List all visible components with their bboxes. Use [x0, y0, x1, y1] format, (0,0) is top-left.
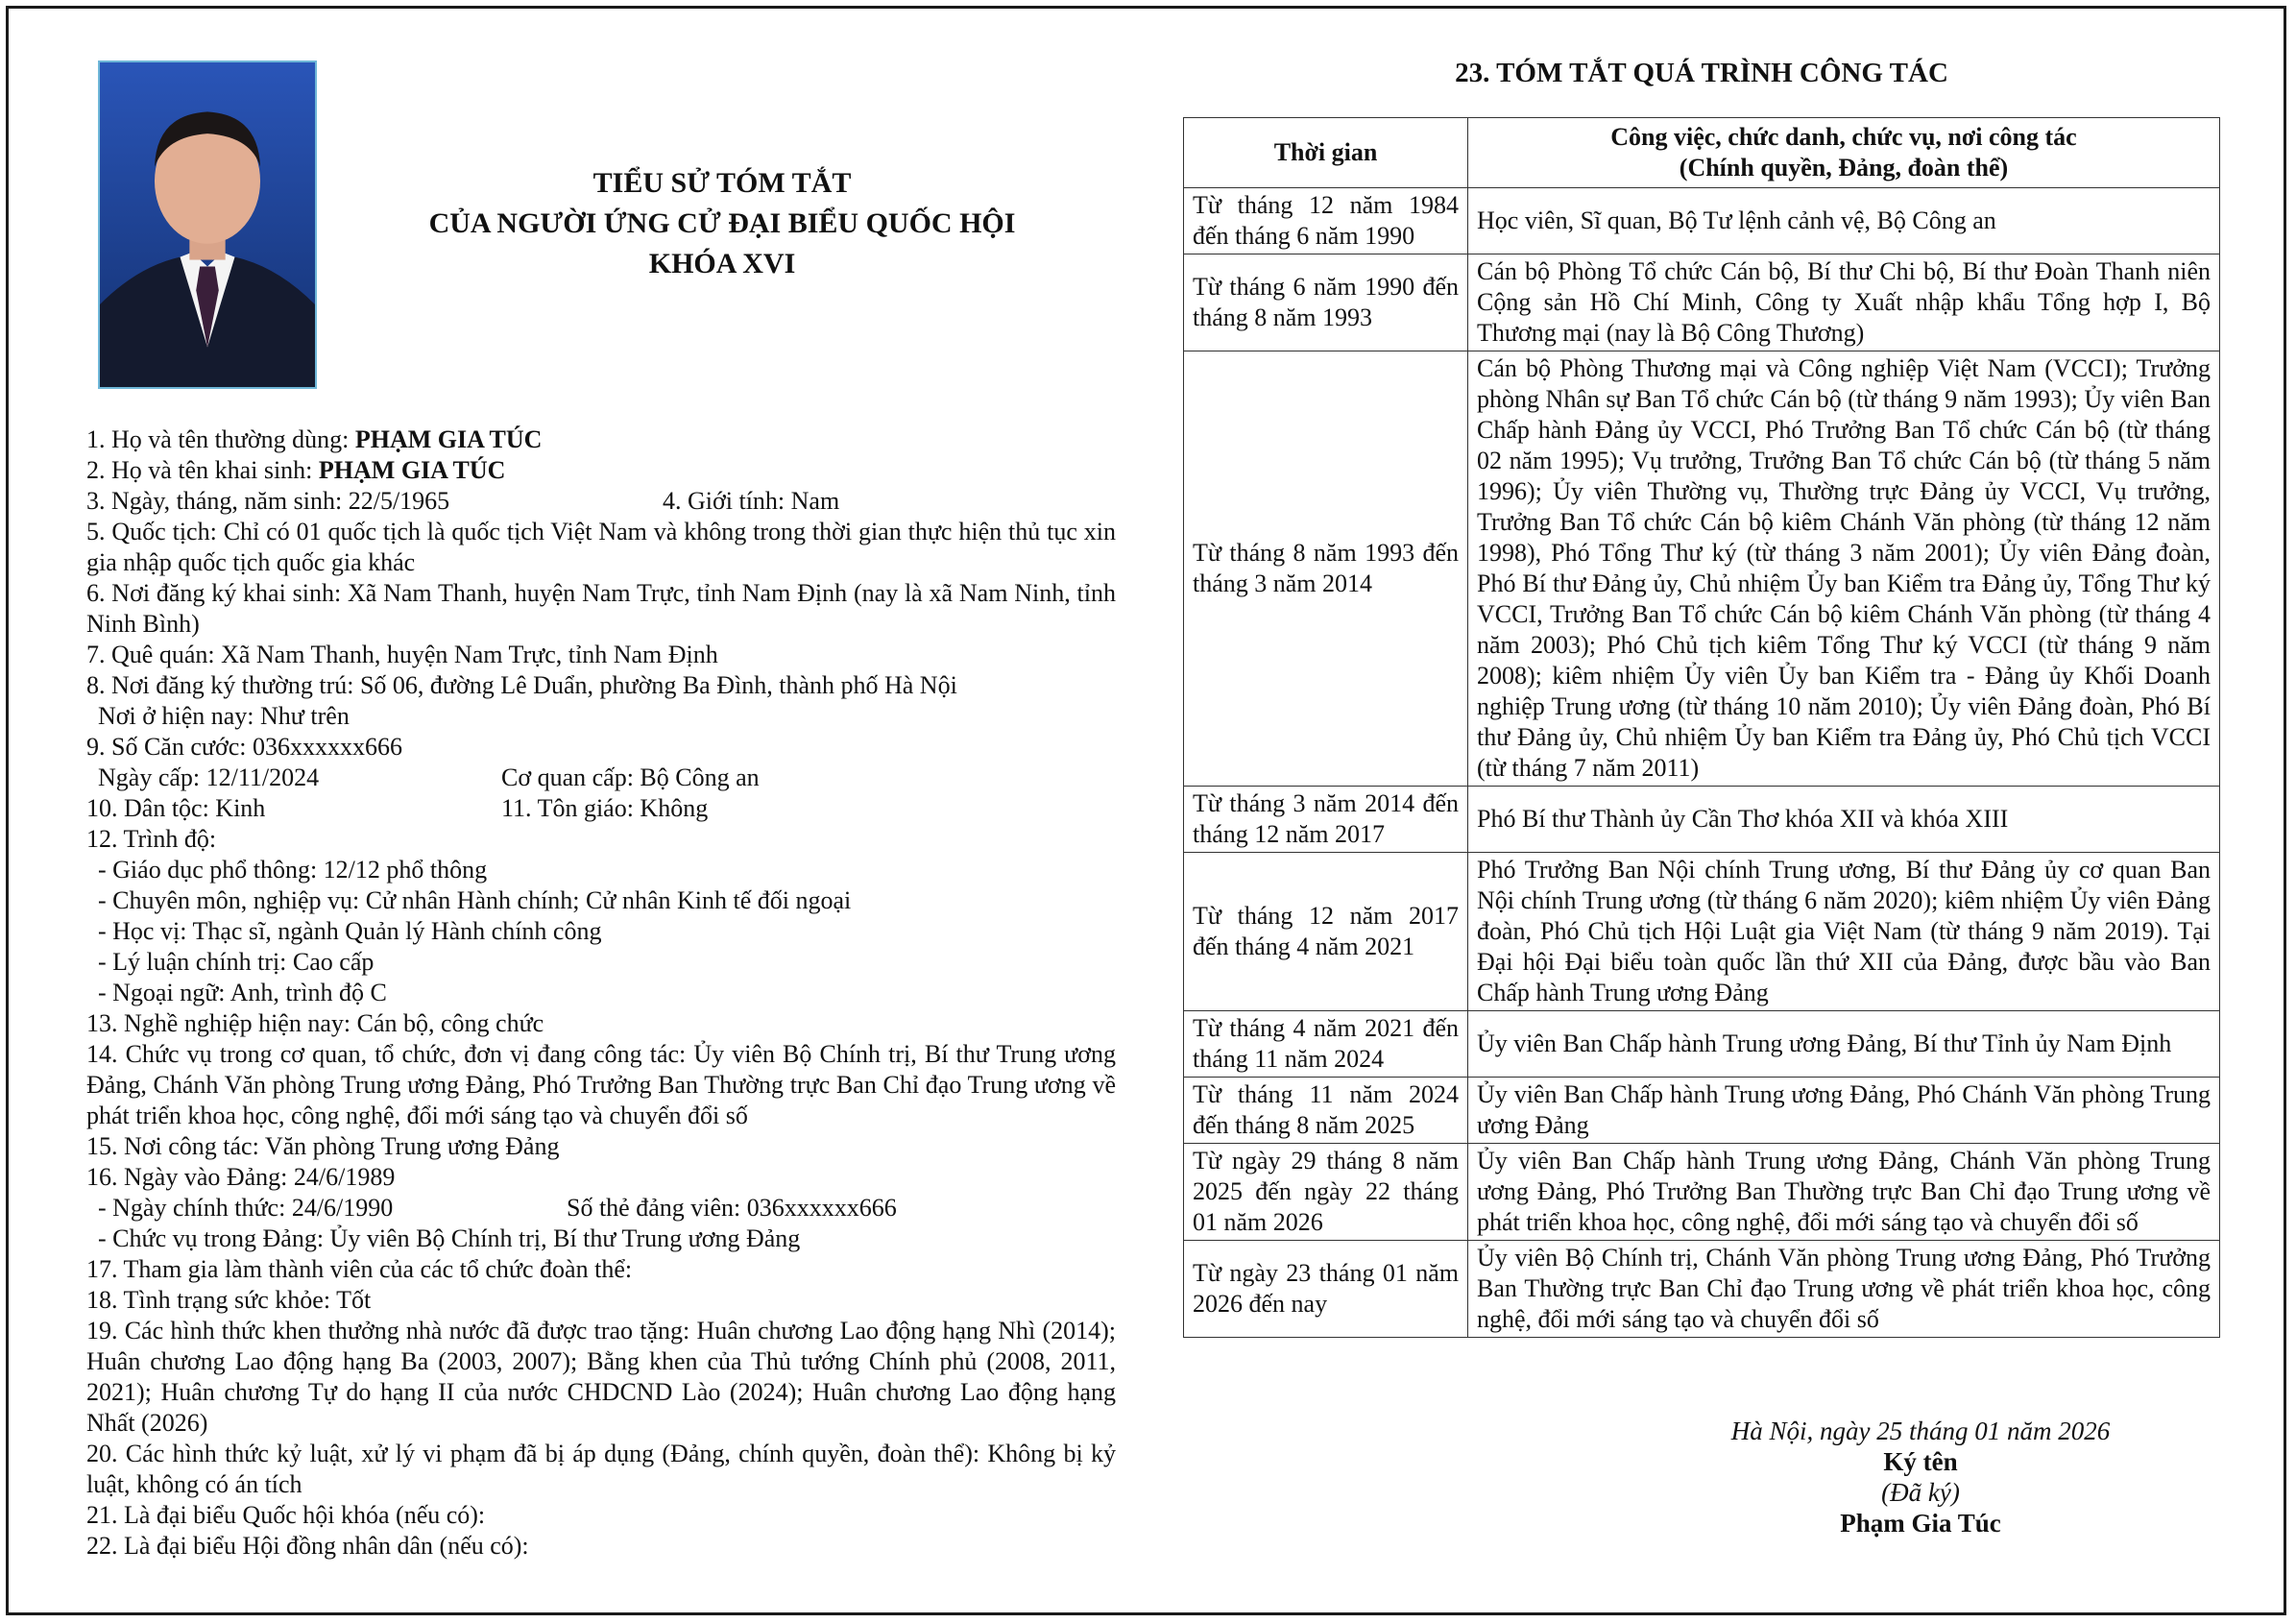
row-time: Từ tháng 12 năm 2017 đến tháng 4 năm 2021 [1184, 853, 1468, 1011]
heading-line-3: KHÓA XVI [648, 248, 796, 279]
bio-ethnicity-religion [86, 793, 1116, 824]
bio-religion: 11. Tôn giáo: Không [501, 794, 709, 822]
bio-current-residence: Nơi ở hiện nay: Như trên [98, 702, 350, 730]
work-history-title: 23. TÓM TẮT QUÁ TRÌNH CÔNG TÁC [1455, 58, 1948, 88]
row-job: Cán bộ Phòng Thương mại và Công nghiệp Việt Nam (VCCI); Trưởng phòng Nhân sự Ban Tổ chức Cán bộ (từ tháng 9 năm 1993); Ủy viên Ban Chấp hành Đảng ủy VCCI, Phó Trưởng Ban Tổ chức Cán bộ (từ tháng 02 năm 1995); Vụ trưởng, Trưởng Ban Tổ chức Cán bộ (từ tháng 5 năm 1996); Ủy viên Thường vụ, Thường trực Đảng ủy VCCI, Vụ trưởng, Trưởng Ban Tổ chức Cán bộ kiêm Chánh Văn phòng (từ tháng 12 năm 1998), Phó Tổng Thư ký (từ tháng 3 năm 2001); Ủy viên Đảng đoàn, Phó Bí thư Đảng ủy, Chủ nhiệm Ủy ban Kiểm tra Đảng ủy, Tổng Thư ký VCCI, Trưởng Ban Tổ chức Cán bộ kiêm Chánh Văn phòng (từ tháng 4 năm 2003); Phó Chủ tịch kiêm Tổng Thư ký VCCI (từ tháng 9 năm 2008); kiêm nhiệm Ủy viên Ủy ban Kiểm tra - Đảng ủy Khối Doanh nghiệp Trung ương (từ tháng 10 năm 2010); Ủy viên Đảng đoàn, Phó Bí thư Đảng ủy, Chủ nhiệm Ủy ban Kiểm tra Đảng ủy, Phó Chủ tịch VCCI (từ tháng 7 năm 2011) [1468, 351, 2220, 787]
row-time: Từ ngày 29 tháng 8 năm 2025 đến ngày 22 tháng 01 năm 2026 [1184, 1144, 1468, 1241]
row-job: Học viên, Sĩ quan, Bộ Tư lệnh cảnh vệ, Bộ Công an [1468, 188, 2220, 254]
row-time: Từ ngày 23 tháng 01 năm 2026 đến nay [1184, 1241, 1468, 1338]
bio-gender: 4. Giới tính: Nam [663, 487, 840, 515]
portrait-photo [98, 61, 317, 389]
bio-id-issue [86, 763, 1116, 793]
table-row [1184, 351, 2220, 787]
row-time: Từ tháng 6 năm 1990 đến tháng 8 năm 1993 [1184, 254, 1468, 351]
signature-place-date: Hà Nội, ngày 25 tháng 01 năm 2026 [1730, 1417, 2111, 1445]
row-job: Ủy viên Ban Chấp hành Trung ương Đảng, Phó Chánh Văn phòng Trung ương Đảng [1468, 1078, 2220, 1144]
bio-foreign-language: - Ngoại ngữ: Anh, trình độ C [98, 979, 387, 1006]
row-job: Ủy viên Ban Chấp hành Trung ương Đảng, Bí thư Tỉnh ủy Nam Định [1468, 1011, 2220, 1078]
signature-block [1632, 1416, 2209, 1538]
bio-general-education: - Giáo dục phổ thông: 12/12 phổ thông [98, 856, 488, 884]
work-history-table [1183, 117, 2220, 1338]
table-header-row [1184, 118, 2220, 188]
bio-party-position: - Chức vụ trong Đảng: Ủy viên Bộ Chính trị, Bí thư Trung ương Đảng [98, 1224, 801, 1252]
bio-council-deputy: 22. Là đại biểu Hội đồng nhân dân (nếu có): [86, 1532, 529, 1560]
bio-academic-degree: - Học vị: Thạc sĩ, ngành Quản lý Hành chính công [98, 917, 602, 945]
bio-hometown: 7. Quê quán: Xã Nam Thanh, huyện Nam Trực, tỉnh Nam Định [86, 641, 718, 668]
table-row [1184, 188, 2220, 254]
bio-common-name: 1. Họ và tên thường dùng: PHẠM GIA TÚC [86, 425, 543, 453]
row-job: Phó Trưởng Ban Nội chính Trung ương, Bí thư Đảng ủy cơ quan Ban Nội chính Trung ương (từ tháng 6 năm 2020); kiêm nhiệm Ủy viên Đảng đoàn, Phó Chủ tịch Hội Luật gia Việt Nam (từ tháng 9 năm 2019). Tại Đại hội Đại biểu toàn quốc lần thứ XII của Đảng, được bầu vào Ban Chấp hành Trung ương Đảng [1468, 853, 2220, 1011]
bio-id-number: 9. Số Căn cước: 036xxxxxx666 [86, 733, 402, 761]
bio-birthdate-gender [86, 486, 1116, 517]
table-row [1184, 1241, 2220, 1338]
bio-nationality: 5. Quốc tịch: Chỉ có 01 quốc tịch là quốc tịch Việt Nam và không trong thời gian thực hiện thủ tục xin gia nhập quốc tịch quốc gia khác [86, 518, 1116, 576]
row-time: Từ tháng 11 năm 2024 đến tháng 8 năm 2025 [1184, 1078, 1468, 1144]
bio-party-card-number: Số thẻ đảng viên: 036xxxxxx666 [567, 1194, 897, 1222]
bio-party-official-date: - Ngày chính thức: 24/6/1990 [98, 1194, 394, 1222]
heading-line-2: CỦA NGƯỜI ỨNG CỬ ĐẠI BIỂU QUỐC HỘI [428, 207, 1016, 239]
header-time: Thời gian [1184, 118, 1468, 188]
bio-birthdate: 3. Ngày, tháng, năm sinh: 22/5/1965 [86, 487, 450, 515]
row-time: Từ tháng 4 năm 2021 đến tháng 11 năm 2024 [1184, 1011, 1468, 1078]
bio-birth-registration: 6. Nơi đăng ký khai sinh: Xã Nam Thanh, huyện Nam Trực, tỉnh Nam Định (nay là xã Nam Ninh, tỉnh Ninh Bình) [86, 579, 1116, 638]
row-job: Phó Bí thư Thành ủy Cần Thơ khóa XII và khóa XIII [1468, 787, 2220, 853]
document-heading [338, 163, 1106, 284]
bio-birth-name: 2. Họ và tên khai sinh: PHẠM GIA TÚC [86, 456, 506, 484]
row-time: Từ tháng 8 năm 1993 đến tháng 3 năm 2014 [1184, 351, 1468, 787]
bio-current-position: 14. Chức vụ trong cơ quan, tổ chức, đơn vị đang công tác: Ủy viên Bộ Chính trị, Bí thư Trung ương Đảng, Chánh Văn phòng Trung ương Đảng, Phó Trưởng Ban Thường trực Ban Chỉ đạo Trung ương về phát triển khoa học, công nghệ, đổi mới sáng tạo và chuyển đổi số [86, 1040, 1116, 1129]
row-job: Ủy viên Bộ Chính trị, Chánh Văn phòng Trung ương Đảng, Phó Trưởng Ban Thường trực Ban Chỉ đạo Trung ương về phát triển khoa học, công nghệ, đổi mới sáng tạo và chuyển đổi số [1468, 1241, 2220, 1338]
bio-permanent-residence: 8. Nơi đăng ký thường trú: Số 06, đường Lê Duẩn, phường Ba Đình, thành phố Hà Nội [86, 671, 957, 699]
bio-ethnicity: 10. Dân tộc: Kinh [86, 794, 266, 822]
bio-awards: 19. Các hình thức khen thưởng nhà nước đã được trao tặng: Huân chương Lao động hạng Nhì (2014); Huân chương Lao động hạng Ba (2003, 2007); Bằng khen của Thủ tướng Chính phủ (2008, 2011, 2021); Huân chương Tự do hạng II của nước CHDCND Lào (2024); Huân chương Lao động hạng Nhất (2026) [86, 1317, 1116, 1437]
table-row [1184, 1011, 2220, 1078]
table-row [1184, 787, 2220, 853]
signature-note: (Đã ký) [1881, 1478, 1960, 1507]
table-row [1184, 254, 2220, 351]
bio-party-official [86, 1193, 1116, 1223]
header-job-line-1: Công việc, chức danh, chức vụ, nơi công tác [1610, 123, 2077, 151]
bio-party-join-date: 16. Ngày vào Đảng: 24/6/1989 [86, 1163, 396, 1191]
signature-name: Phạm Gia Túc [1840, 1509, 2001, 1538]
bio-id-issuer: Cơ quan cấp: Bộ Công an [501, 763, 760, 791]
table-row [1184, 853, 2220, 1011]
bio-organizations: 17. Tham gia làm thành viên của các tổ chức đoàn thể: [86, 1255, 633, 1283]
bio-id-issue-date: Ngày cấp: 12/11/2024 [98, 763, 320, 791]
biography-section [86, 424, 1116, 1562]
bio-discipline: 20. Các hình thức kỷ luật, xử lý vi phạm đã bị áp dụng (Đảng, chính quyền, đoàn thể): Không bị kỷ luật, không có án tích [86, 1440, 1116, 1498]
row-time: Từ tháng 12 năm 1984 đến tháng 6 năm 1990 [1184, 188, 1468, 254]
bio-occupation: 13. Nghề nghiệp hiện nay: Cán bộ, công chức [86, 1009, 544, 1037]
bio-professional-qualification: - Chuyên môn, nghiệp vụ: Cử nhân Hành chính; Cử nhân Kinh tế đối ngoại [98, 886, 852, 914]
bio-na-deputy: 21. Là đại biểu Quốc hội khóa (nếu có): [86, 1501, 486, 1529]
table-row [1184, 1144, 2220, 1241]
header-job-line-2: (Chính quyền, Đảng, đoàn thể) [1679, 154, 2009, 182]
table-row [1184, 1078, 2220, 1144]
bio-education-heading: 12. Trình độ: [86, 825, 217, 853]
candidate-name: PHẠM GIA TÚC [354, 425, 543, 453]
bio-workplace: 15. Nơi công tác: Văn phòng Trung ương Đảng [86, 1132, 560, 1160]
row-job: Cán bộ Phòng Tổ chức Cán bộ, Bí thư Chi bộ, Bí thư Đoàn Thanh niên Cộng sản Hồ Chí Minh, Công ty Xuất nhập khẩu Tổng hợp I, Bộ Thương mại (nay là Bộ Công Thương) [1468, 254, 2220, 351]
row-time: Từ tháng 3 năm 2014 đến tháng 12 năm 2017 [1184, 787, 1468, 853]
candidate-birth-name: PHẠM GIA TÚC [318, 456, 506, 484]
bio-health: 18. Tình trạng sức khỏe: Tốt [86, 1286, 372, 1314]
heading-line-1: TIỂU SỬ TÓM TẮT [592, 167, 852, 199]
header-job [1468, 118, 2220, 188]
row-job: Ủy viên Ban Chấp hành Trung ương Đảng, Chánh Văn phòng Trung ương Đảng, Phó Trưởng Ban Thường trực Ban Chỉ đạo Trung ương về phát triển khoa học, công nghệ, đổi mới sáng tạo và chuyển đổi số [1468, 1144, 2220, 1241]
signature-label: Ký tên [1883, 1447, 1958, 1476]
bio-political-theory: - Lý luận chính trị: Cao cấp [98, 948, 375, 976]
